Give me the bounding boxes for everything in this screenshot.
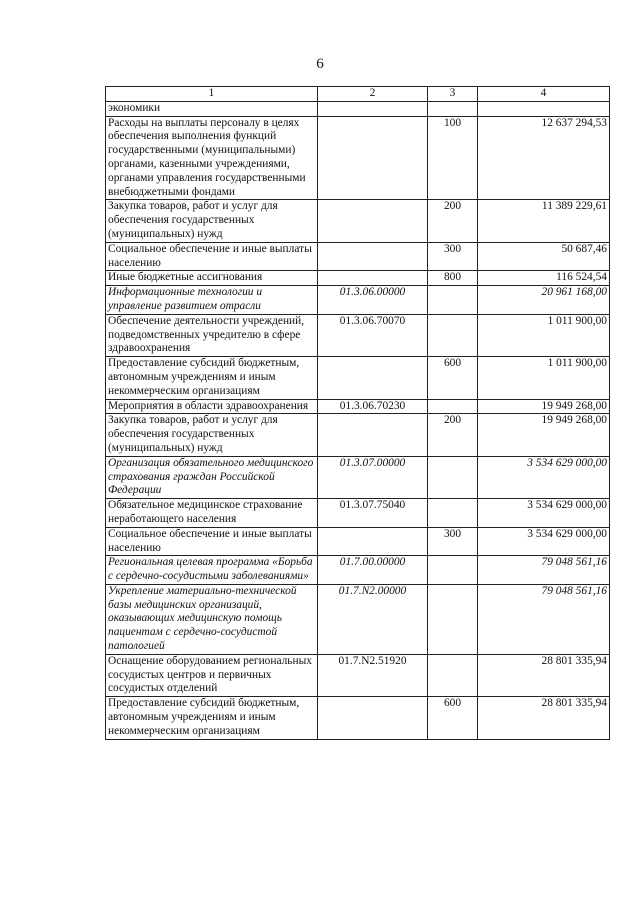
budget-table (105, 86, 610, 740)
row-code-cell: 01.3.06.70230 (318, 399, 428, 414)
row-name-cell: Социальное обеспечение и иные выплаты населению (106, 527, 318, 556)
row-name-cell: Закупка товаров, работ и услуг для обеспечения государственных (муниципальных) нужд (106, 200, 318, 242)
row-code-cell (318, 200, 428, 242)
row-amount-cell: 116 524,54 (478, 271, 610, 286)
table-row (106, 414, 610, 456)
row-name-cell: Организация обязательного медицинского страхования граждан Российской Федерации (106, 456, 318, 498)
table-row (106, 314, 610, 356)
column-header-3: 3 (428, 87, 478, 102)
row-expense-type-cell: 800 (428, 271, 478, 286)
row-code-cell: 01.3.06.70070 (318, 314, 428, 356)
row-amount-cell: 28 801 335,94 (478, 697, 610, 739)
row-expense-type-cell: 200 (428, 414, 478, 456)
row-name-cell: Расходы на выплаты персоналу в целях обеспечения выполнения функций государственными (муниципальными) органами, казенными учреждениями, органами управления государственными внебюджетными фондами (106, 116, 318, 200)
row-amount-cell: 3 534 629 000,00 (478, 499, 610, 528)
row-code-cell (318, 697, 428, 739)
table-row (106, 271, 610, 286)
table-row (106, 499, 610, 528)
row-name-cell: Укрепление материально-технической базы медицинских организаций, оказывающих медицинскую помощь пациентам с сердечно-сосудистой патологией (106, 584, 318, 654)
row-name-cell: экономики (106, 101, 318, 116)
row-amount-cell: 79 048 561,16 (478, 584, 610, 654)
row-amount-cell: 20 961 168,00 (478, 286, 610, 315)
row-amount-cell: 19 949 268,00 (478, 414, 610, 456)
table-row (106, 697, 610, 739)
row-code-cell (318, 242, 428, 271)
table-row (106, 101, 610, 116)
table-row (106, 456, 610, 498)
row-amount-cell: 12 637 294,53 (478, 116, 610, 200)
table-row (106, 200, 610, 242)
column-header-4: 4 (478, 87, 610, 102)
column-header-2: 2 (318, 87, 428, 102)
row-code-cell (318, 414, 428, 456)
row-name-cell: Информационные технологии и управление развитием отрасли (106, 286, 318, 315)
row-expense-type-cell: 100 (428, 116, 478, 200)
row-amount-cell: 28 801 335,94 (478, 654, 610, 696)
table-header-row (106, 87, 610, 102)
row-code-cell (318, 101, 428, 116)
row-name-cell: Иные бюджетные ассигнования (106, 271, 318, 286)
row-expense-type-cell (428, 654, 478, 696)
row-name-cell: Региональная целевая программа «Борьба с сердечно-сосудистыми заболеваниями» (106, 556, 318, 585)
row-expense-type-cell: 300 (428, 527, 478, 556)
row-name-cell: Предоставление субсидий бюджетным, автономным учреждениям и иным некоммерческим организациям (106, 697, 318, 739)
table-row (106, 556, 610, 585)
row-code-cell: 01.3.07.00000 (318, 456, 428, 498)
table-row (106, 654, 610, 696)
table-row (106, 116, 610, 200)
row-amount-cell: 3 534 629 000,00 (478, 527, 610, 556)
row-name-cell: Оснащение оборудованием региональных сосудистых центров и первичных сосудистых отделений (106, 654, 318, 696)
row-expense-type-cell (428, 456, 478, 498)
row-expense-type-cell: 600 (428, 697, 478, 739)
row-expense-type-cell (428, 556, 478, 585)
row-expense-type-cell (428, 101, 478, 116)
row-amount-cell: 1 011 900,00 (478, 357, 610, 399)
row-expense-type-cell (428, 286, 478, 315)
row-name-cell: Обеспечение деятельности учреждений, подведомственных учредителю в сфере здравоохранения (106, 314, 318, 356)
row-code-cell: 01.7.N2.51920 (318, 654, 428, 696)
row-code-cell: 01.7.N2.00000 (318, 584, 428, 654)
row-expense-type-cell (428, 499, 478, 528)
row-amount-cell: 19 949 268,00 (478, 399, 610, 414)
row-amount-cell: 3 534 629 000,00 (478, 456, 610, 498)
table-body (106, 101, 610, 739)
row-amount-cell: 79 048 561,16 (478, 556, 610, 585)
column-header-1: 1 (106, 87, 318, 102)
table-row (106, 584, 610, 654)
row-expense-type-cell (428, 584, 478, 654)
page-number: 6 (316, 56, 324, 72)
row-code-cell (318, 116, 428, 200)
row-code-cell: 01.7.00.00000 (318, 556, 428, 585)
row-code-cell: 01.3.07.75040 (318, 499, 428, 528)
row-amount-cell: 11 389 229,61 (478, 200, 610, 242)
row-name-cell: Обязательное медицинское страхование неработающего населения (106, 499, 318, 528)
row-code-cell (318, 357, 428, 399)
table-row (106, 357, 610, 399)
row-name-cell: Закупка товаров, работ и услуг для обеспечения государственных (муниципальных) нужд (106, 414, 318, 456)
table-row (106, 242, 610, 271)
row-code-cell: 01.3.06.00000 (318, 286, 428, 315)
row-amount-cell (478, 101, 610, 116)
row-name-cell: Мероприятия в области здравоохранения (106, 399, 318, 414)
row-amount-cell: 50 687,46 (478, 242, 610, 271)
row-name-cell: Социальное обеспечение и иные выплаты населению (106, 242, 318, 271)
row-expense-type-cell (428, 399, 478, 414)
table-row (106, 527, 610, 556)
row-amount-cell: 1 011 900,00 (478, 314, 610, 356)
row-code-cell (318, 271, 428, 286)
table-row (106, 286, 610, 315)
row-expense-type-cell: 300 (428, 242, 478, 271)
row-code-cell (318, 527, 428, 556)
table-row (106, 399, 610, 414)
row-name-cell: Предоставление субсидий бюджетным, автономным учреждениям и иным некоммерческим организациям (106, 357, 318, 399)
row-expense-type-cell: 200 (428, 200, 478, 242)
row-expense-type-cell: 600 (428, 357, 478, 399)
row-expense-type-cell (428, 314, 478, 356)
